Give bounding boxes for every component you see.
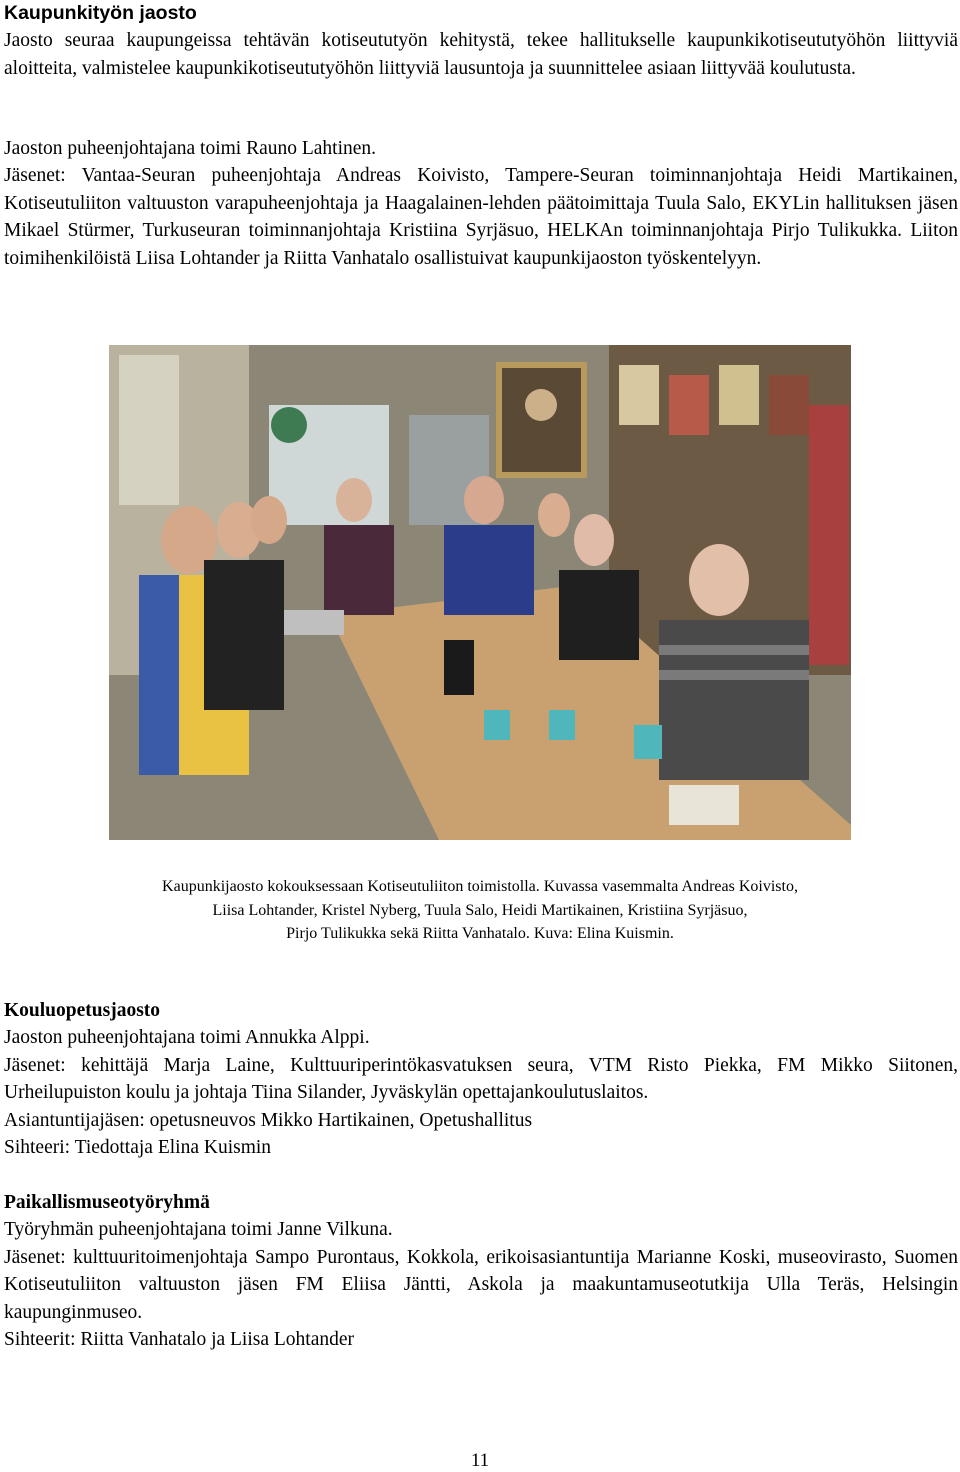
section-paikallismuseo (4, 1189, 958, 1353)
expert-text: Asiantuntijajäsen: opetusneuvos Mikko Hartikainen, Opetushallitus (4, 1109, 533, 1131)
book (669, 785, 739, 825)
section-kaupunkityo (4, 0, 958, 82)
laptop (284, 610, 344, 635)
intro-paragraph: Jaosto seuraa kaupungeissa tehtävän kotiseututyön kehitystä, tekee hallitukselle kaupunkikotiseututyöhön liittyviä aloitteita, valmistelee kaupunkikotiseututyöhön liittyviä lausuntoja ja suunnittelee asiaan liittyvää koulutusta. (4, 30, 958, 79)
secretaries-text: Sihteerit: Riitta Vanhatalo ja Liisa Lohtander (4, 1329, 355, 1351)
meeting-photo-illustration (109, 345, 851, 840)
kaupunki-details (4, 135, 958, 272)
photo-caption (0, 875, 960, 946)
members-paragraph: Jäsenet: kehittäjä Marja Laine, Kulttuuriperintökasvatuksen seura, VTM Risto Piekka, FM Mikko Siitonen, Urheilupuiston koulu ja johtaja Tiina Silander, Jyväskylän opettajankoulutuslaitos. (4, 1054, 958, 1104)
members-paragraph: Jäsenet: Vantaa-Seuran puheenjohtaja Andreas Koivisto, Tampere-Seuran toiminnanjohtaja Heidi Martikainen, Kotiseutuliiton valtuuston varapuheenjohtaja ja Haagalainen-lehden päätoimittaja Tuula Salo, EKYLin hallituksen jäsen Mikael Stürmer, Turkuseuran toiminnanjohtaja Kristiina Syrjäsuo, HELKAn toiminnanjohtaja Pirjo Tulikukka. Liiton toimihenkilöistä Liisa Lohtander ja Riitta Vanhatalo osallistuivat kaupunkijaoston työskentelyyn. (4, 165, 958, 269)
section-kouluopetus (4, 997, 958, 1161)
meeting-photo (109, 345, 851, 840)
chair-text: Jaoston puheenjohtajana toimi Annukka Alppi. (4, 1027, 370, 1049)
caption-line: Liisa Lohtander, Kristel Nyberg, Tuula Salo, Heidi Martikainen, Kristiina Syrjäsuo, (212, 901, 748, 919)
page-number: 11 (470, 1450, 490, 1471)
chair-text: Jaoston puheenjohtajana toimi Rauno Lahtinen. (4, 138, 377, 159)
caption-line: Pirjo Tulikukka sekä Riitta Vanhatalo. Kuva: Elina Kuismin. (286, 925, 674, 942)
chair-text: Työryhmän puheenjohtajana toimi Janne Vilkuna. (4, 1219, 393, 1241)
secretary-text: Sihteeri: Tiedottaja Elina Kuismin (4, 1137, 272, 1159)
mug (484, 710, 510, 740)
members-paragraph: Jäsenet: kulttuuritoimenjohtaja Sampo Purontaus, Kokkola, erikoisasiantuntija Marianne Koski, museovirasto, Suomen Kotiseutuliiton valtuuston jäsen FM Eliisa Jäntti, Askola ja maakuntamuseotutkija Ulla Teräs, Helsingin kaupunginmuseo. (4, 1246, 958, 1323)
caption-line: Kaupunkijaosto kokouksessaan Kotiseutuliiton toimistolla. Kuvassa vasemmalta Andreas Koivisto, (162, 878, 798, 895)
section-heading: Paikallismuseotyöryhmä (4, 1192, 210, 1213)
thermos (444, 640, 474, 695)
globe (271, 407, 307, 443)
section-heading: Kouluopetusjaosto (4, 1000, 161, 1021)
section-heading: Kaupunkityön jaosto (4, 2, 197, 24)
